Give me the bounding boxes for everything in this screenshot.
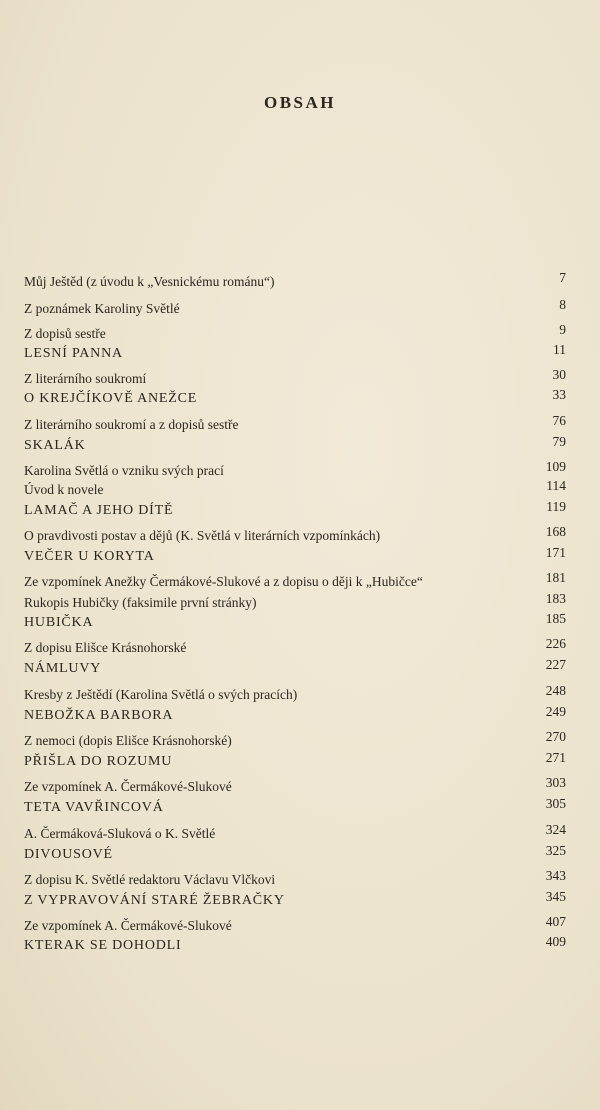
toc-page-number: 11 [553, 342, 566, 357]
toc-entry [24, 499, 566, 519]
toc-entry-title: Z literárního soukromí [24, 371, 147, 386]
toc-story-title: VEČER U KORYTA [24, 549, 155, 564]
toc-page-number: 181 [545, 570, 566, 585]
toc-entry [24, 796, 566, 816]
toc-entry-title: Z nemoci (dopis Elišce Krásnohorské) [24, 733, 232, 748]
toc-page-number: 324 [545, 822, 566, 837]
toc-page-number: 168 [545, 524, 566, 539]
toc-page-number: 226 [545, 636, 566, 651]
toc-entry [24, 570, 566, 590]
toc-entry [24, 657, 566, 677]
toc-page-number: 345 [545, 889, 566, 904]
toc-entry-title: Ze vzpomínek Anežky Čermákové-Slukové a z dopisu o ději k „Hubičce“ [24, 574, 423, 589]
toc-page-number: 305 [545, 796, 566, 811]
toc-entry [24, 704, 566, 724]
toc-page-number: 30 [552, 367, 566, 382]
toc-entry-title: Ze vzpomínek A. Čermákové-Slukové [24, 779, 232, 794]
toc-entry [24, 342, 566, 362]
toc-entry [24, 822, 566, 842]
toc-story-title: LESNÍ PANNA [24, 346, 123, 361]
toc-page-number: 76 [552, 413, 566, 428]
toc-page-number: 303 [545, 775, 566, 790]
toc-story-title: TETA VAVŘINCOVÁ [24, 800, 164, 815]
toc-page-number: 8 [559, 297, 566, 312]
toc-story-title: SKALÁK [24, 438, 86, 453]
toc-story-title: NEBOŽKA BARBORA [24, 708, 174, 723]
toc-story-title: KTERAK SE DOHODLI [24, 938, 182, 953]
toc-entry [24, 297, 566, 317]
toc-page-number: 325 [545, 843, 566, 858]
toc-entry-title: Z dopisu K. Světlé redaktoru Václavu Vlčkovi [24, 872, 276, 887]
toc-entry [24, 611, 566, 631]
toc-entry [24, 889, 566, 909]
toc-entry [24, 459, 566, 479]
toc-entry [24, 367, 566, 387]
toc-entry [24, 636, 566, 656]
toc-entry [24, 524, 566, 544]
toc-entry [24, 729, 566, 749]
toc-story-title: NÁMLUVY [24, 661, 102, 676]
page-title: OBSAH [263, 93, 337, 112]
toc-page-number: 109 [545, 459, 566, 474]
toc-entry-title: A. Čermáková-Sluková o K. Světlé [24, 826, 216, 841]
toc-page-number: 227 [545, 657, 566, 672]
toc-entry [24, 683, 566, 703]
toc-entry-title: Z poznámek Karoliny Světlé [24, 301, 180, 316]
toc-story-title: Z VYPRAVOVÁNÍ STARÉ ŽEBRAČKY [24, 893, 285, 908]
toc-entry-title: Z dopisů sestře [24, 326, 106, 341]
toc-page-number: 248 [545, 683, 566, 698]
toc-page-number: 171 [545, 545, 566, 560]
toc-entry-title: Kresby z Ještědí (Karolina Světlá o svých pracích) [24, 687, 298, 702]
toc-entry-title: O pravdivosti postav a dějů (K. Světlá v literárních vzpomínkách) [24, 528, 381, 543]
toc-page-number: 79 [552, 434, 566, 449]
toc-page-number: 270 [545, 729, 566, 744]
toc-entry [24, 591, 566, 611]
toc-entry [24, 322, 566, 342]
toc-entry [24, 545, 566, 565]
toc-page-number: 185 [545, 611, 566, 626]
toc-story-title: DIVOUSOVÉ [24, 847, 113, 862]
toc-entry [24, 387, 566, 407]
toc-entry-title: Rukopis Hubičky (faksimile první stránky) [24, 595, 257, 610]
toc-page-number: 114 [546, 478, 566, 493]
toc-page-number: 7 [559, 270, 566, 285]
toc-story-title: HUBIČKA [24, 615, 94, 630]
toc-page-number: 249 [545, 704, 566, 719]
toc-entry [24, 914, 566, 934]
toc-page-number: 407 [545, 914, 566, 929]
toc-story-title: O KREJČÍKOVĚ ANEŽCE [24, 391, 198, 406]
toc-entry [24, 270, 566, 290]
toc-entry [24, 750, 566, 770]
toc-entry [24, 478, 566, 498]
toc-entry-title: Můj Ještěd (z úvodu k „Vesnickému románu“) [24, 274, 275, 289]
toc-entry-title: Ze vzpomínek A. Čermákové-Slukové [24, 918, 232, 933]
toc-page-number: 343 [545, 868, 566, 883]
toc-story-title: PŘIŠLA DO ROZUMU [24, 754, 173, 769]
toc-entry [24, 413, 566, 433]
toc-page-number: 409 [545, 934, 566, 949]
toc-entry [24, 775, 566, 795]
toc-entry [24, 843, 566, 863]
toc-entry [24, 868, 566, 888]
toc-entry-title: Karolina Světlá o vzniku svých prací [24, 463, 224, 478]
toc-entry [24, 434, 566, 454]
toc-page-number: 33 [552, 387, 566, 402]
toc-page-number: 271 [545, 750, 566, 765]
toc-page-number: 9 [559, 322, 566, 337]
toc-story-title: LAMAČ A JEHO DÍTĚ [24, 503, 174, 518]
toc-entry-title: Z dopisu Elišce Krásnohorské [24, 640, 187, 655]
toc-page-number: 119 [546, 499, 566, 514]
toc-page-number: 183 [545, 591, 566, 606]
toc-entry [24, 934, 566, 954]
toc-entry-title: Úvod k novele [24, 482, 104, 497]
toc-entry-title: Z literárního soukromí a z dopisů sestře [24, 417, 239, 432]
